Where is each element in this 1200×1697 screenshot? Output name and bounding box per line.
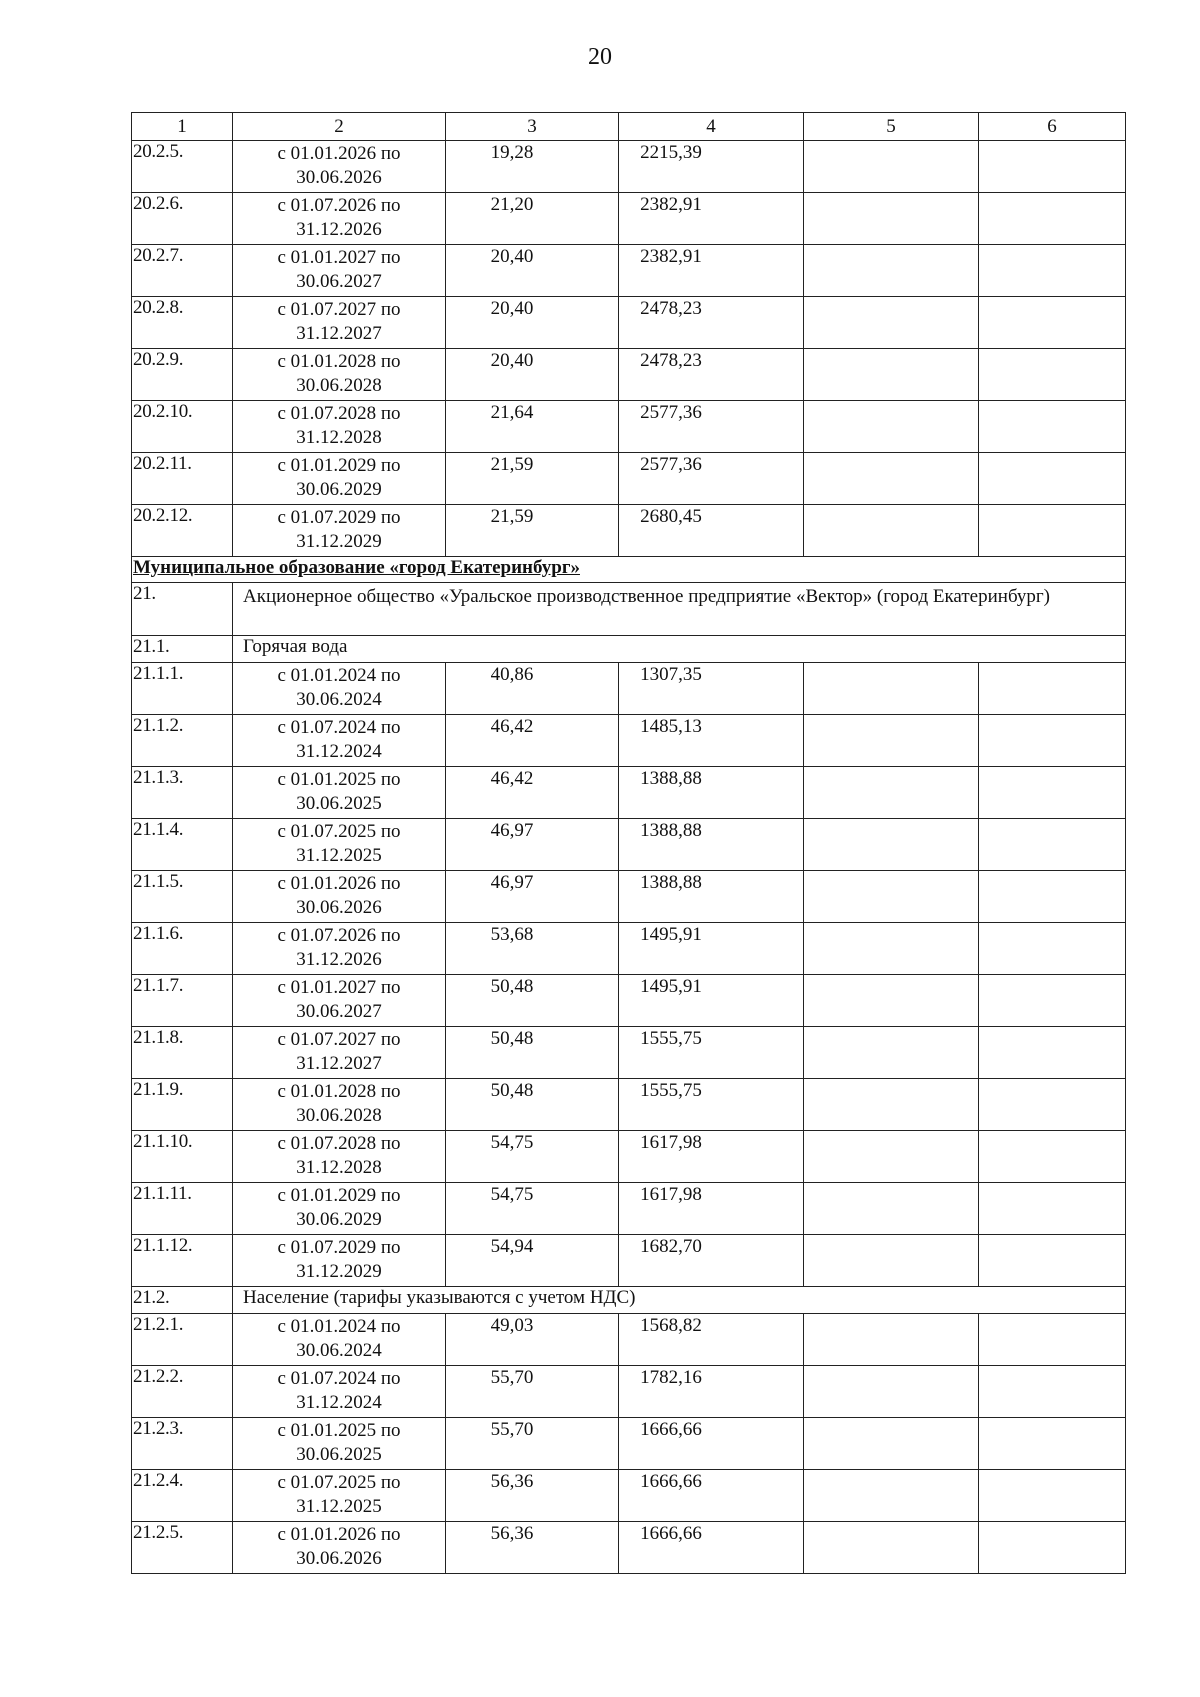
column-4-value-text: 1307,35 [640, 664, 702, 685]
table-row [132, 1418, 1126, 1470]
table-row [132, 1027, 1126, 1079]
column-3-value-text: 50,48 [490, 1028, 534, 1049]
column-3-value-text: 55,70 [490, 1367, 534, 1388]
column-4-value [619, 1027, 804, 1079]
organization-number: 21. [132, 583, 233, 636]
column-6-cell [979, 819, 1126, 871]
column-3-value [446, 1131, 619, 1183]
validity-period: с 01.07.2026 по 31.12.2026 [233, 193, 446, 245]
table-row [132, 505, 1126, 557]
column-4-value-text: 1388,88 [640, 872, 702, 893]
column-3-value-text: 21,64 [490, 402, 534, 423]
column-3-value [446, 923, 619, 975]
column-3-value-text: 55,70 [490, 1419, 534, 1440]
item-number: 20.2.8. [132, 297, 233, 349]
column-4-value-text: 2577,36 [640, 402, 702, 423]
group-name: Горячая вода [233, 636, 1126, 663]
item-number: 21.1.6. [132, 923, 233, 975]
column-4-value [619, 767, 804, 819]
column-5-cell [804, 663, 979, 715]
table-row [132, 663, 1126, 715]
validity-period: с 01.07.2026 по 31.12.2026 [233, 923, 446, 975]
group-number: 21.1. [132, 636, 233, 663]
item-number: 21.1.11. [132, 1183, 233, 1235]
table-row [132, 401, 1126, 453]
column-3-value-text: 54,94 [490, 1236, 534, 1257]
validity-period: с 01.01.2026 по 30.06.2026 [233, 1522, 446, 1574]
column-4-value-text: 1682,70 [640, 1236, 702, 1257]
column-6-cell [979, 349, 1126, 401]
table-row [132, 767, 1126, 819]
item-number: 21.1.12. [132, 1235, 233, 1287]
column-5-cell [804, 401, 979, 453]
validity-period: с 01.07.2029 по 31.12.2029 [233, 505, 446, 557]
column-4-value-text: 2577,36 [640, 454, 702, 475]
column-3-value-text: 54,75 [490, 1132, 534, 1153]
column-3-value-text: 56,36 [490, 1523, 534, 1544]
validity-period: с 01.01.2029 по 30.06.2029 [233, 1183, 446, 1235]
item-number: 21.2.3. [132, 1418, 233, 1470]
section-heading: Муниципальное образование «город Екатеринбург» [132, 557, 1126, 583]
table-row [132, 819, 1126, 871]
organization-row [132, 583, 1126, 636]
column-header: 2 [233, 113, 446, 141]
validity-period: с 01.01.2028 по 30.06.2028 [233, 1079, 446, 1131]
column-5-cell [804, 1235, 979, 1287]
column-4-value-text: 1782,16 [640, 1367, 702, 1388]
organization-name: Акционерное общество «Уральское производственное предприятие «Вектор» (город Екатеринбург) [233, 583, 1126, 636]
item-number: 20.2.9. [132, 349, 233, 401]
column-4-value-text: 1495,91 [640, 976, 702, 997]
validity-period: с 01.07.2024 по 31.12.2024 [233, 1366, 446, 1418]
column-3-value-text: 56,36 [490, 1471, 534, 1492]
column-6-cell [979, 1418, 1126, 1470]
validity-period: с 01.01.2026 по 30.06.2026 [233, 141, 446, 193]
column-4-value [619, 141, 804, 193]
column-3-value-text: 46,42 [490, 716, 534, 737]
column-5-cell [804, 1470, 979, 1522]
column-3-value-text: 46,42 [490, 768, 534, 789]
column-4-value-text: 1568,82 [640, 1315, 702, 1336]
column-6-cell [979, 663, 1126, 715]
column-3-value [446, 1183, 619, 1235]
column-5-cell [804, 1522, 979, 1574]
table-row [132, 193, 1126, 245]
column-6-cell [979, 193, 1126, 245]
column-6-cell [979, 923, 1126, 975]
item-number: 21.1.1. [132, 663, 233, 715]
column-3-value [446, 1314, 619, 1366]
column-3-value [446, 193, 619, 245]
column-4-value-text: 2382,91 [640, 246, 702, 267]
column-3-value [446, 975, 619, 1027]
column-5-cell [804, 1183, 979, 1235]
column-4-value-text: 1388,88 [640, 820, 702, 841]
item-number: 20.2.7. [132, 245, 233, 297]
item-number: 21.1.8. [132, 1027, 233, 1079]
column-5-cell [804, 453, 979, 505]
column-4-value [619, 1079, 804, 1131]
column-3-value [446, 453, 619, 505]
table-row [132, 1079, 1126, 1131]
column-5-cell [804, 923, 979, 975]
column-6-cell [979, 245, 1126, 297]
column-3-value [446, 819, 619, 871]
column-5-cell [804, 297, 979, 349]
column-4-value [619, 1418, 804, 1470]
item-number: 21.2.5. [132, 1522, 233, 1574]
column-5-cell [804, 245, 979, 297]
tariff-table-body [132, 113, 1126, 1574]
column-number-header-row [132, 113, 1126, 141]
table-row [132, 349, 1126, 401]
table-row [132, 1131, 1126, 1183]
item-number: 21.1.5. [132, 871, 233, 923]
validity-period: с 01.01.2024 по 30.06.2024 [233, 663, 446, 715]
item-number: 21.1.9. [132, 1079, 233, 1131]
column-4-value [619, 1470, 804, 1522]
column-4-value [619, 663, 804, 715]
column-3-value-text: 21,59 [490, 454, 534, 475]
item-number: 20.2.11. [132, 453, 233, 505]
validity-period: с 01.01.2026 по 30.06.2026 [233, 871, 446, 923]
item-number: 21.1.7. [132, 975, 233, 1027]
column-4-value-text: 1666,66 [640, 1523, 702, 1544]
column-3-value-text: 21,59 [490, 506, 534, 527]
column-3-value-text: 46,97 [490, 872, 534, 893]
column-4-value-text: 1666,66 [640, 1471, 702, 1492]
column-3-value [446, 1418, 619, 1470]
column-3-value-text: 49,03 [490, 1315, 534, 1336]
validity-period: с 01.01.2024 по 30.06.2024 [233, 1314, 446, 1366]
column-header: 6 [979, 113, 1126, 141]
table-row [132, 923, 1126, 975]
item-number: 20.2.5. [132, 141, 233, 193]
table-row [132, 1183, 1126, 1235]
column-6-cell [979, 1314, 1126, 1366]
item-number: 20.2.6. [132, 193, 233, 245]
column-4-value [619, 1183, 804, 1235]
validity-period: с 01.01.2029 по 30.06.2029 [233, 453, 446, 505]
item-number: 21.2.2. [132, 1366, 233, 1418]
column-4-value [619, 871, 804, 923]
column-3-value [446, 871, 619, 923]
column-5-cell [804, 767, 979, 819]
item-number: 21.2.1. [132, 1314, 233, 1366]
validity-period: с 01.07.2029 по 31.12.2029 [233, 1235, 446, 1287]
table-row [132, 975, 1126, 1027]
table-row [132, 1366, 1126, 1418]
column-3-value [446, 349, 619, 401]
column-5-cell [804, 715, 979, 767]
column-header: 3 [446, 113, 619, 141]
column-6-cell [979, 1470, 1126, 1522]
column-4-value-text: 1555,75 [640, 1028, 702, 1049]
column-4-value-text: 2478,23 [640, 298, 702, 319]
page-number: 20 [588, 44, 612, 70]
column-4-value-text: 1485,13 [640, 716, 702, 737]
column-4-value [619, 505, 804, 557]
validity-period: с 01.01.2027 по 30.06.2027 [233, 975, 446, 1027]
validity-period: с 01.07.2027 по 31.12.2027 [233, 1027, 446, 1079]
column-6-cell [979, 1522, 1126, 1574]
column-3-value-text: 19,28 [490, 142, 534, 163]
column-4-value-text: 1495,91 [640, 924, 702, 945]
group-number: 21.2. [132, 1287, 233, 1314]
column-6-cell [979, 1235, 1126, 1287]
column-5-cell [804, 349, 979, 401]
column-4-value [619, 1314, 804, 1366]
column-4-value [619, 1522, 804, 1574]
column-6-cell [979, 1366, 1126, 1418]
column-6-cell [979, 871, 1126, 923]
column-6-cell [979, 141, 1126, 193]
column-4-value-text: 2680,45 [640, 506, 702, 527]
column-6-cell [979, 715, 1126, 767]
column-4-value [619, 975, 804, 1027]
column-4-value [619, 297, 804, 349]
item-number: 21.1.4. [132, 819, 233, 871]
group-row [132, 636, 1126, 663]
column-3-value [446, 245, 619, 297]
table-row [132, 141, 1126, 193]
column-3-value-text: 40,86 [490, 664, 534, 685]
group-row [132, 1287, 1126, 1314]
column-5-cell [804, 871, 979, 923]
column-3-value [446, 663, 619, 715]
group-name: Население (тарифы указываются с учетом НДС) [233, 1287, 1126, 1314]
column-5-cell [804, 1418, 979, 1470]
column-6-cell [979, 1183, 1126, 1235]
validity-period: с 01.01.2025 по 30.06.2025 [233, 767, 446, 819]
column-4-value [619, 819, 804, 871]
validity-period: с 01.07.2027 по 31.12.2027 [233, 297, 446, 349]
validity-period: с 01.07.2024 по 31.12.2024 [233, 715, 446, 767]
column-4-value [619, 453, 804, 505]
column-6-cell [979, 1079, 1126, 1131]
column-4-value-text: 1617,98 [640, 1132, 702, 1153]
item-number: 21.1.3. [132, 767, 233, 819]
column-4-value [619, 923, 804, 975]
column-3-value [446, 715, 619, 767]
column-3-value-text: 20,40 [490, 298, 534, 319]
validity-period: с 01.07.2028 по 31.12.2028 [233, 401, 446, 453]
column-3-value-text: 50,48 [490, 1080, 534, 1101]
item-number: 21.1.2. [132, 715, 233, 767]
table-row [132, 245, 1126, 297]
column-4-value-text: 1666,66 [640, 1419, 702, 1440]
item-number: 21.2.4. [132, 1470, 233, 1522]
column-3-value-text: 54,75 [490, 1184, 534, 1205]
column-6-cell [979, 453, 1126, 505]
table-row [132, 453, 1126, 505]
table-row [132, 715, 1126, 767]
column-3-value-text: 50,48 [490, 976, 534, 997]
column-4-value-text: 1617,98 [640, 1184, 702, 1205]
column-5-cell [804, 141, 979, 193]
column-3-value [446, 1027, 619, 1079]
column-5-cell [804, 1027, 979, 1079]
column-5-cell [804, 1079, 979, 1131]
column-3-value [446, 1366, 619, 1418]
section-heading-row [132, 557, 1126, 583]
column-6-cell [979, 1027, 1126, 1079]
column-3-value [446, 1470, 619, 1522]
table-row [132, 871, 1126, 923]
validity-period: с 01.07.2028 по 31.12.2028 [233, 1131, 446, 1183]
column-3-value-text: 20,40 [490, 246, 534, 267]
validity-period: с 01.01.2027 по 30.06.2027 [233, 245, 446, 297]
validity-period: с 01.07.2025 по 31.12.2025 [233, 1470, 446, 1522]
validity-period: с 01.01.2025 по 30.06.2025 [233, 1418, 446, 1470]
table-row [132, 1235, 1126, 1287]
column-3-value-text: 21,20 [490, 194, 534, 215]
column-header: 1 [132, 113, 233, 141]
item-number: 21.1.10. [132, 1131, 233, 1183]
item-number: 20.2.12. [132, 505, 233, 557]
column-4-value [619, 401, 804, 453]
column-3-value [446, 505, 619, 557]
column-3-value-text: 46,97 [490, 820, 534, 841]
column-6-cell [979, 1131, 1126, 1183]
column-4-value-text: 1555,75 [640, 1080, 702, 1101]
table-row [132, 1522, 1126, 1574]
column-3-value-text: 20,40 [490, 350, 534, 371]
table-row [132, 1470, 1126, 1522]
column-3-value [446, 1522, 619, 1574]
column-5-cell [804, 193, 979, 245]
column-header: 5 [804, 113, 979, 141]
validity-period: с 01.07.2025 по 31.12.2025 [233, 819, 446, 871]
column-4-value-text: 2382,91 [640, 194, 702, 215]
column-header: 4 [619, 113, 804, 141]
column-4-value [619, 193, 804, 245]
column-4-value-text: 2215,39 [640, 142, 702, 163]
column-4-value-text: 2478,23 [640, 350, 702, 371]
column-4-value [619, 349, 804, 401]
column-4-value [619, 1235, 804, 1287]
column-3-value [446, 767, 619, 819]
column-4-value [619, 715, 804, 767]
column-6-cell [979, 505, 1126, 557]
tariff-table [131, 112, 1126, 1574]
column-5-cell [804, 1131, 979, 1183]
validity-period: с 01.01.2028 по 30.06.2028 [233, 349, 446, 401]
column-4-value [619, 1131, 804, 1183]
column-5-cell [804, 975, 979, 1027]
column-3-value [446, 141, 619, 193]
item-number: 20.2.10. [132, 401, 233, 453]
column-5-cell [804, 505, 979, 557]
column-4-value [619, 1366, 804, 1418]
column-3-value-text: 53,68 [490, 924, 534, 945]
column-5-cell [804, 1314, 979, 1366]
column-3-value [446, 401, 619, 453]
column-4-value [619, 245, 804, 297]
column-6-cell [979, 767, 1126, 819]
column-5-cell [804, 1366, 979, 1418]
column-3-value [446, 1235, 619, 1287]
column-3-value [446, 297, 619, 349]
column-3-value [446, 1079, 619, 1131]
column-5-cell [804, 819, 979, 871]
table-row [132, 1314, 1126, 1366]
column-4-value-text: 1388,88 [640, 768, 702, 789]
table-row [132, 297, 1126, 349]
column-6-cell [979, 975, 1126, 1027]
column-6-cell [979, 297, 1126, 349]
column-6-cell [979, 401, 1126, 453]
